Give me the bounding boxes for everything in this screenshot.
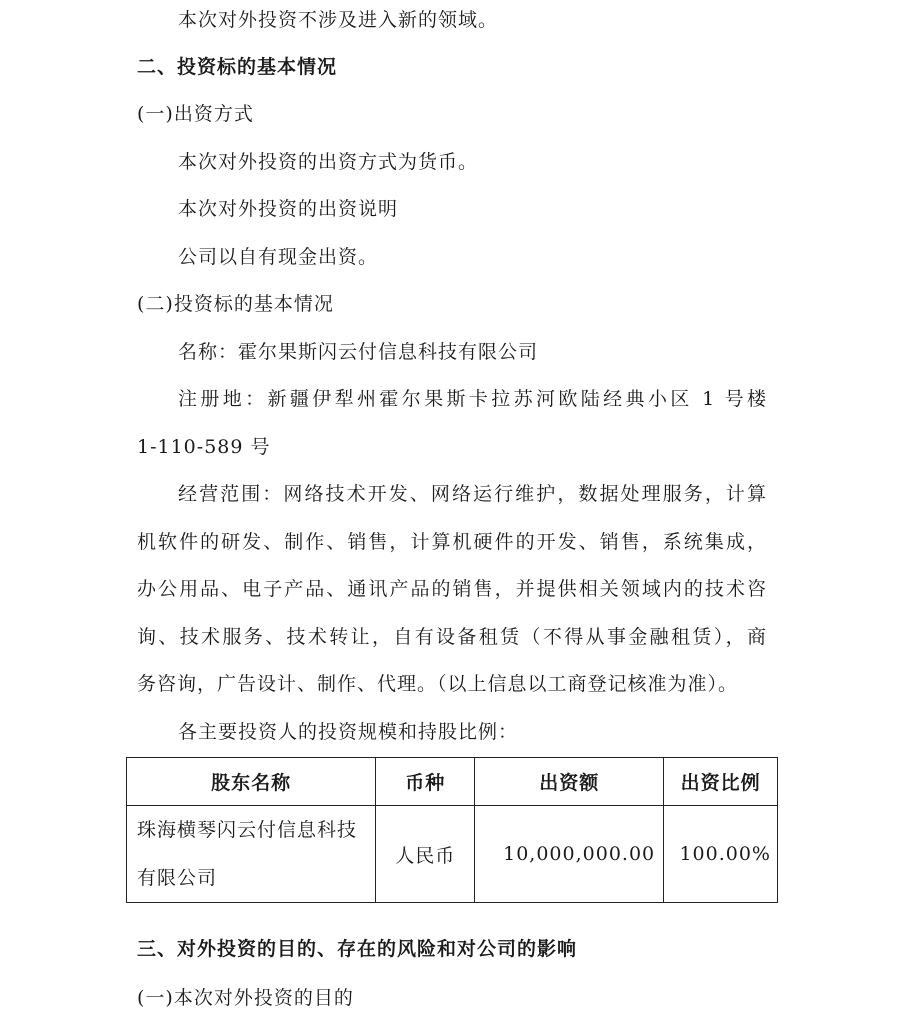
paragraph-company-name: 名称：霍尔果斯闪云付信息科技有限公司 [178,341,539,363]
table-header-row [127,758,778,806]
business-scope-line2: 机软件的研发、制作、销售，计算机硬件的开发、销售，系统集成， [137,531,767,553]
cell-ratio: 100.00% [664,806,778,903]
header-shareholder-name: 股东名称 [127,758,376,806]
shareholder-table [126,757,778,903]
table-row [127,806,778,903]
section-heading-basic-info: 二、投资标的基本情况 [137,56,338,78]
paragraph-investors-intro: 各主要投资人的投资规模和持股比例： [178,721,519,743]
shareholder-name-line1: 珠海横琴闪云付信息科技 [137,819,358,841]
paragraph-registered-address-line1: 注册地：新疆伊犁州霍尔果斯卡拉苏河欧陆经典小区 1 号楼 [178,388,767,410]
subsection-investment-method: (一)出资方式 [137,103,254,125]
header-currency: 币种 [376,758,475,806]
business-scope-line5: 务咨询，广告设计、制作、代理。（以上信息以工商登记核准为准）。 [137,673,739,695]
paragraph-method-description: 本次对外投资的出资说明 [178,198,399,220]
subsection-target-basic-info: (二)投资标的基本情况 [137,293,334,315]
business-scope-line4: 询、技术服务、技术转让，自有设备租赁（不得从事金融租赁），商 [137,626,767,648]
paragraph-no-new-field: 本次对外投资不涉及进入新的领域。 [178,9,499,31]
shareholder-name-line2: 有限公司 [137,867,218,889]
paragraph-method-currency: 本次对外投资的出资方式为货币。 [178,151,479,173]
subsection-investment-purpose: (一)本次对外投资的目的 [137,987,354,1009]
cell-currency: 人民币 [376,806,475,903]
header-ratio: 出资比例 [664,758,778,806]
cell-amount: 10,000,000.00 [475,806,664,903]
cell-shareholder-name [127,806,376,903]
paragraph-own-cash: 公司以自有现金出资。 [178,246,379,268]
header-amount: 出资额 [475,758,664,806]
paragraph-registered-address-line2: 1-110-589 号 [137,436,271,458]
section-heading-purpose-risk: 三、对外投资的目的、存在的风险和对公司的影响 [137,938,578,960]
business-scope-line1: 经营范围：网络技术开发、网络运行维护，数据处理服务，计算 [178,483,767,505]
business-scope-line3: 办公用品、电子产品、通讯产品的销售，并提供相关领域内的技术咨 [137,578,767,600]
